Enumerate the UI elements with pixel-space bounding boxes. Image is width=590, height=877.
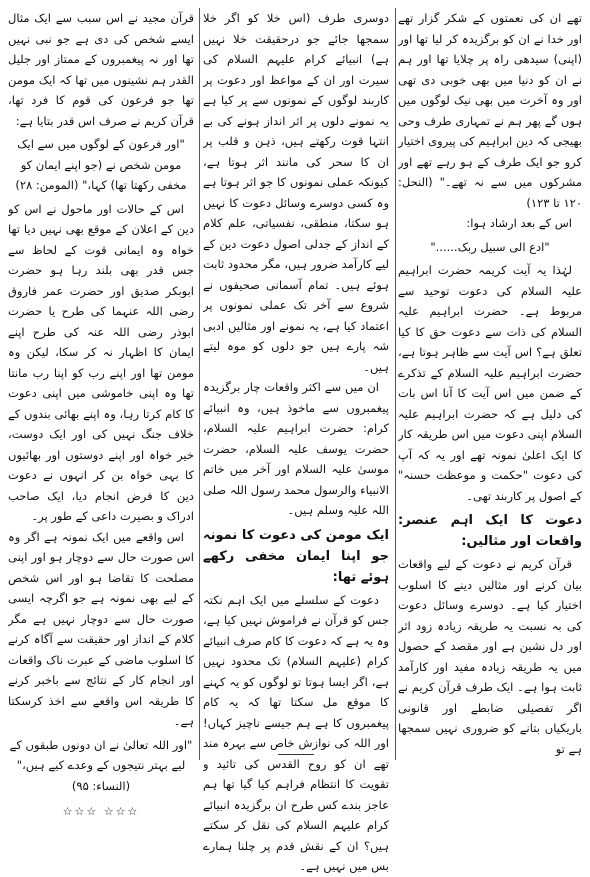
page-number-mark [278,754,314,769]
paragraph: دعوت کے سلسلے میں ایک اہم نکتہ جس کو قرآن نے فراموش نہیں کیا ہے، وہ یہ ہے کہ دعوت کا کام صرف انبیائے کرام (علیہم السلام) تک محدود نہیں ہے، اگر ایسا ہوتا تو لوگوں کو یہ کہنے کا موقع مل سکتا تھا کہ یہ کام پیغمبروں کا ہے ہم جیسے ناچیز کہاں! اور اللہ کی نوازش خاص سے بہرہ مند تھے ان کو روح القدس کی تائید و تقویت کا انتظام فراہم کیا گیا تھا ہم عاجز بندے کس طرح ان برگزیدہ انبیائے کرام علیہم السلام کی نقل کر سکتے ہیں؟ ان کے نقش قدم پر چلنا ہمارے بس میں نہیں ہے۔ [203,592,389,873]
paragraph: تھے ان کی نعمتوں کے شکر گزار تھے اور خدا نے ان کو برگزیدہ کر لیا تھا اور (اپنی) سیدھی راہ پر چلایا تھا اور ہم نے ان کو دنیا میں بھی خوبی دی تھی اور وہ آخرت میں بھی نیک لوگوں میں ہوں گے پھر ہم نے تمہاری طرف وحی بھیجی کہ دین ابراہیم کی پیروی اختیار کرو جو ایک طرف کے ہو رہے تھے اور مشرکوں میں سے نہ تھے۔" (النحل: ۱۲۰ تا ۱۲۳) [398,11,582,210]
section-heading: ایک مومن کی دعوت کا نمونہ جو اپنا ایمان مخفی رکھے ہوئے تھا: [203,527,389,585]
column-divider [199,8,200,760]
left-column [8,8,194,823]
quranic-quote: "ادع الی سبیل ربک......" [430,239,550,254]
section-heading: دعوت کا ایک اہم عنصر: واقعات اور مثالیں: [398,513,582,549]
quranic-quote: "اور فرعون کے لوگوں میں سے ایک مومن شخص نے (جو اپنے ایمان کو مخفی رکھتا تھا) کہا،" (المومن: ۲۸) [15,137,187,192]
right-column [398,8,582,759]
paragraph: قرآن کریم نے دعوت کے لیے واقعات بیان کرنے اور مثالیں دینے کا اسلوب اختیار کیا ہے۔ دوسرے وسائل دعوت کی بہ نسبت یہ طریقہ زیادہ زود اثر اور دل نشین ہے اور مقصد کے حصول میں یہ طریقہ زیادہ مفید اور کارآمد ثابت ہوا ہے۔ ایک طرف قرآن کریم نے اگر تفصیلی ضابطے اور قانونی باریکیاں بتانے کو ضروری نہیں سمجھا ہے تو [398,557,582,756]
paragraph: اس واقعے میں ایک نمونہ ہے اگر وہ اس صورت حال سے دوچار ہو اور اپنی مصلحت کا تقاضا ہو اور اس شخص کے لیے بھی نمونہ ہے جو اگرچہ ایسی صورت حال سے دوچار نہیں ہے مگر کلام کے انداز اور حقیقت سے آگاہ کرنے کا اسلوب ماضی کے عبرت ناک واقعات اور انجام کار کے نتائج سے باخبر کرنے کا طریقہ اس واقعے سے اخذ کرسکتا ہے۔ [8,529,194,728]
column-divider [395,8,396,760]
paragraph: دوسری طرف (اس خلا کو اگر خلا سمجھا جائے جو درحقیقت خلا نہیں ہے) انبیائے کرام علیہم السلام کی سیرت اور ان کے مواعظ اور دعوت پر کاربند لوگوں کے نمونوں سے پر کیا ہے یہ نمونے دلوں پر اثر انداز ہونے کی بے انتہا قوت رکھتے ہیں، ذہن و قلب پر ان کا سحر کی مانند اثر ہوتا ہے، کیونکہ عملی نمونوں کا جو اثر ہوتا ہے وہ کسی دوسرے وسائل دعوت کا نہیں ہو سکتا، منطقی، نفسیاتی، علم کلام کے انداز کے جدلی اصول دعوت دین کے لیے کارآمد ضرور ہیں، مگر محدود ثابت ہوئے ہیں۔ تمام آسمانی صحیفوں نے شروع سے آخر تک عملی نمونوں پر اعتماد کیا ہے، یہ نمونے اور مثالیں ادبی شہ پارے ہیں جو دلوں کو موہ لیتے ہیں۔ [203,11,389,374]
paragraph: قرآن مجید نے اس سبب سے ایک مثال ایسے شخص کی دی ہے جو نبی نہیں تھا اور نہ پیغمبروں کے ممتاز اور جلیل القدر ہم نشینوں میں تھا کہ ایک مومن تھا جو فرعون کی قوم کا فرد تھا، قرآن کریم نے صرف اس قدر بتایا ہے: [8,11,194,128]
quranic-quote: "اور اللہ تعالیٰ نے ان دونوں طبقوں کے لیے بہتر نتیجوں کے وعدے کیے ہیں،" (النساء: ۹۵) [9,737,193,793]
middle-column [203,8,389,877]
paragraph: ان میں سے اکثر واقعات چار برگزیدہ پیغمبروں سے ماخوذ ہیں، وہ انبیائے کرام: حضرت ابراہیم علیہ السلام، حضرت یوسف علیہ السلام، حضرت موسیٰ علیہ السلام اور آخر میں خاتم الانبیاء والرسول محمد رسول اللہ صلی اللہ علیہ وسلم ہیں۔ [203,380,389,517]
stars-ornament: ☆☆☆ ☆☆☆ [62,805,140,818]
paragraph: اس کے حالات اور ماحول نے اس کو دین کے اعلان کے موقع بھی نہیں دیا تھا خواہ وہ ایمانی قوت کے لحاظ سے جس قدر بھی بلند رہا ہو حضرت ابوبکر صدیق اور حضرت عمر فاروق رضی اللہ عنہما کی طرح یا حضرت ابوذر رضی اللہ عنہ کی طرح اپنے ایمان کا اظہار نہ کر سکا، لیکن وہ مومن تھا اور اپنے رب کو اپنا رب مانتا تھا وہ اپنی خاموشی میں اپنی دعوت کا کام کرتا رہا، وہ اپنے بھائی بندوں کے خلاف جنگ نہیں کی اور ایک دوست، خیر خواہ اور اپنے دوستوں اور بھائیوں کا بہی خواہ بن کر انہوں نے دعوت دین کا فرض انجام دیا، ایک صاحب ادراک و بصیرت داعی کے طور پر۔ [8,201,194,523]
paragraph: اس کے بعد ارشاد ہوا: [466,216,572,230]
paragraph: لہٰذا یہ آیت کریمہ حضرت ابراہیم علیہ السلام کی دعوت توحید سے مربوط ہے۔ حضرت ابراہیم علیہ السلام کی ذات سے دعوت حق کا کیا تعلق ہے؟ اس آیت سے ظاہر ہوتا ہے، حضرت ابراہیم علیہ السلام کے تذکرے کے ضمن میں اس آیت کا آنا اس بات کی دلیل ہے کہ حضرت ابراہیم علیہ السلام اپنی دعوت میں اس طریقہ کار کا ایک اعلیٰ نمونہ تھے اور یہ کہ آپ کی دعوت "حکمت و موعظت حسنہ" کے اصول پر کاربند تھی۔ [398,263,582,503]
